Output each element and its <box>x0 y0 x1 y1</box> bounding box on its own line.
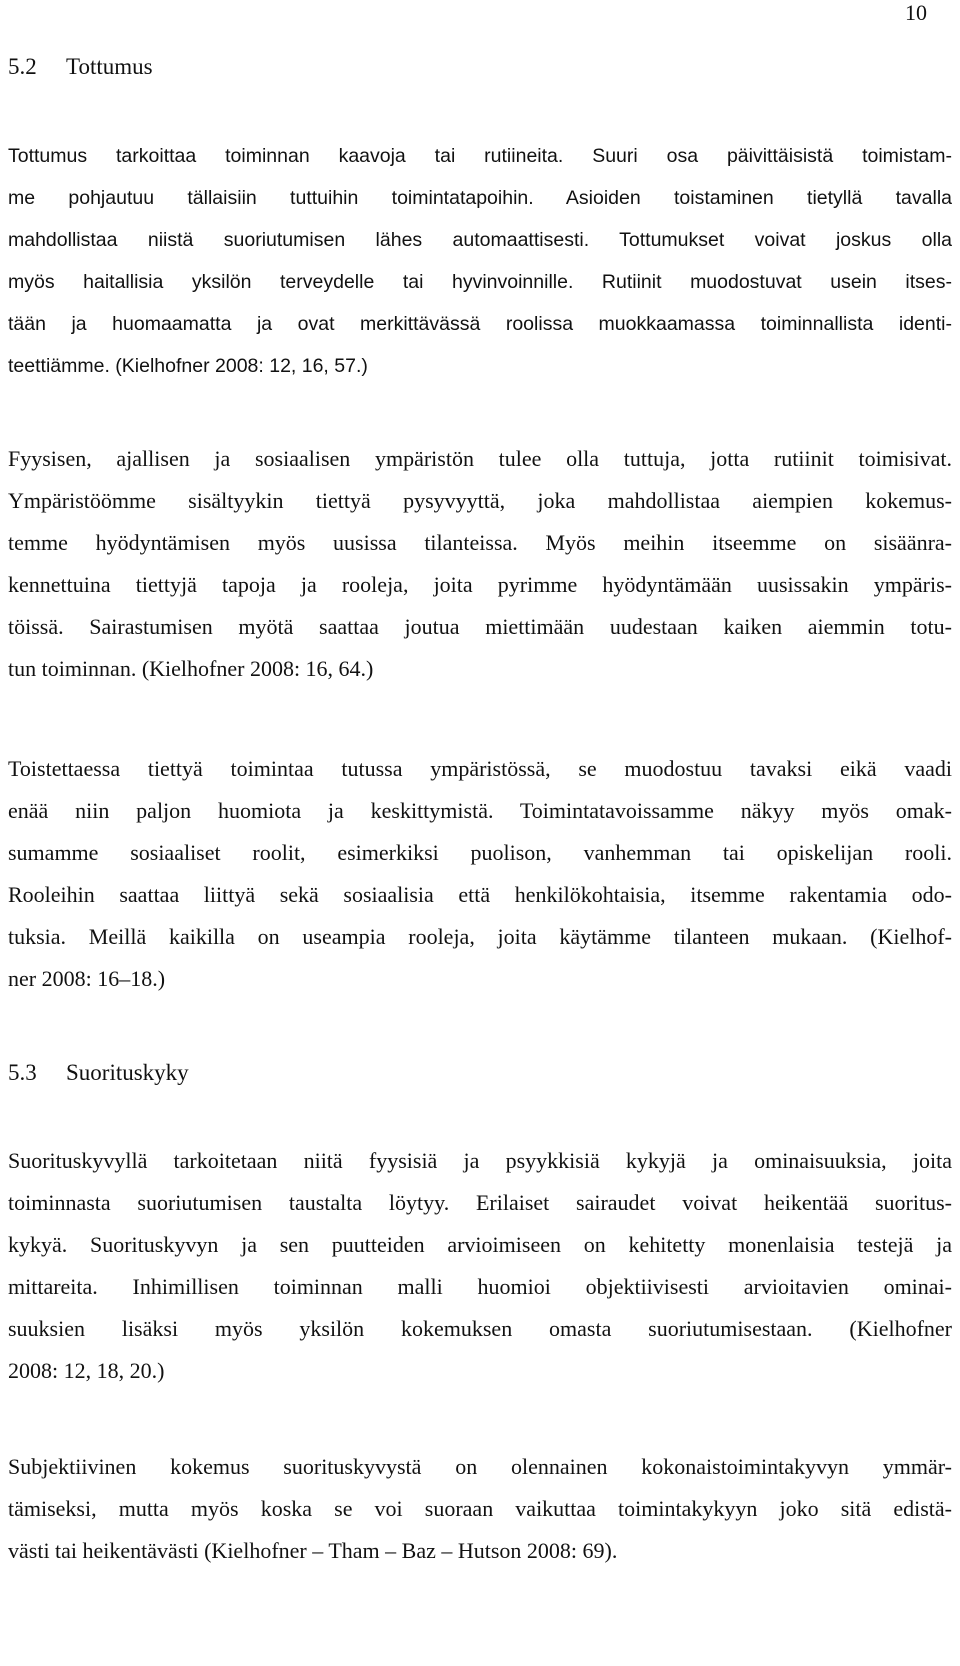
text-line: Rooleihin saattaa liittyä sekä sosiaalisia että henkilökohtaisia, itsemme rakentamia odo- <box>8 882 952 907</box>
paragraph <box>8 135 952 387</box>
text-line: tämiseksi, mutta myös koska se voi suoraan vaikuttaa toimintakykyyn joko sitä edistä- <box>8 1496 952 1521</box>
text-line: Ympäristöömme sisältyykin tiettyä pysyvyyttä, joka mahdollistaa aiempien kokemus- <box>8 488 952 513</box>
text-line: tuksia. Meillä kaikilla on useampia rooleja, joita käytämme tilanteen mukaan. (Kielhof- <box>8 924 952 949</box>
section-title: Tottumus <box>66 54 153 79</box>
section-heading-suorituskyky <box>8 1058 189 1088</box>
text-line: ner 2008: 16–18.) <box>8 966 166 991</box>
text-line: Suorituskyvyllä tarkoitetaan niitä fyysisiä ja psyykkisiä kykyjä ja ominaisuuksia, joita <box>8 1148 952 1173</box>
section-number: 5.3 <box>8 1060 37 1085</box>
text-line: mahdollistaa niistä suoriutumisen lähes automaattisesti. Tottumukset voivat joskus olla <box>8 229 952 251</box>
text-line: kykyä. Suorituskyvyn ja sen puutteiden arvioimiseen on kehitetty monenlaisia testejä ja <box>8 1232 952 1257</box>
text-line: Tottumus tarkoittaa toiminnan kaavoja tai rutiineita. Suuri osa päivittäisistä toimistam- <box>8 145 952 167</box>
text-line: myös haitallisia yksilön terveydelle tai hyvinvoinnille. Rutiinit muodostuvat usein itses- <box>8 271 952 293</box>
paragraph <box>8 748 952 1000</box>
text-line: 2008: 12, 18, 20.) <box>8 1358 165 1383</box>
text-line: västi tai heikentävästi (Kielhofner – Tham – Baz – Hutson 2008: 69). <box>8 1538 618 1563</box>
section-heading-tottumus <box>8 52 153 82</box>
text-line: Toistettaessa tiettyä toimintaa tutussa ympäristössä, se muodostuu tavaksi eikä vaadi <box>8 756 952 781</box>
text-line: Subjektiivinen kokemus suorituskyvystä on olennainen kokonaistoimintakyvyn ymmär- <box>8 1454 952 1479</box>
text-line: teettiämme. (Kielhofner 2008: 12, 16, 57.) <box>8 355 368 377</box>
section-number: 5.2 <box>8 54 37 79</box>
text-line: sumamme sosiaaliset roolit, esimerkiksi puolison, vanhemman tai opiskelijan rooli. <box>8 840 952 865</box>
text-line: Fyysisen, ajallisen ja sosiaalisen ympäristön tulee olla tuttuja, jotta rutiinit toimisivat. <box>8 446 952 471</box>
text-line: me pohjautuu tällaisiin tuttuihin toimintatapoihin. Asioiden toistaminen tietyllä tavalla <box>8 187 952 209</box>
text-line: töissä. Sairastumisen myötä saattaa joutua miettimään uudestaan kaiken aiemmin totu- <box>8 614 952 639</box>
text-line: kennettuina tiettyjä tapoja ja rooleja, joita pyrimme hyödyntämään uusissakin ympäris- <box>8 572 952 597</box>
text-line: enää niin paljon huomiota ja keskittymistä. Toimintatavoissamme näkyy myös omak- <box>8 798 952 823</box>
text-line: temme hyödyntämisen myös uusissa tilanteissa. Myös meihin itseemme on sisäänra- <box>8 530 952 555</box>
section-title: Suorituskyky <box>66 1060 189 1085</box>
paragraph <box>8 1140 952 1392</box>
paragraph <box>8 1446 952 1572</box>
page-number: 10 <box>905 0 927 25</box>
text-line: toiminnasta suoriutumisen taustalta löytyy. Erilaiset sairaudet voivat heikentää suoritus- <box>8 1190 952 1215</box>
text-line: tun toiminnan. (Kielhofner 2008: 16, 64.) <box>8 656 374 681</box>
paragraph <box>8 438 952 690</box>
text-line: tään ja huomaamatta ja ovat merkittävässä roolissa muokkaamassa toiminnallista identi- <box>8 313 952 335</box>
text-line: suuksien lisäksi myös yksilön kokemuksen omasta suoriutumisestaan. (Kielhofner <box>8 1316 952 1341</box>
text-line: mittareita. Inhimillisen toiminnan malli huomioi objektiivisesti arvioitavien ominai- <box>8 1274 952 1299</box>
